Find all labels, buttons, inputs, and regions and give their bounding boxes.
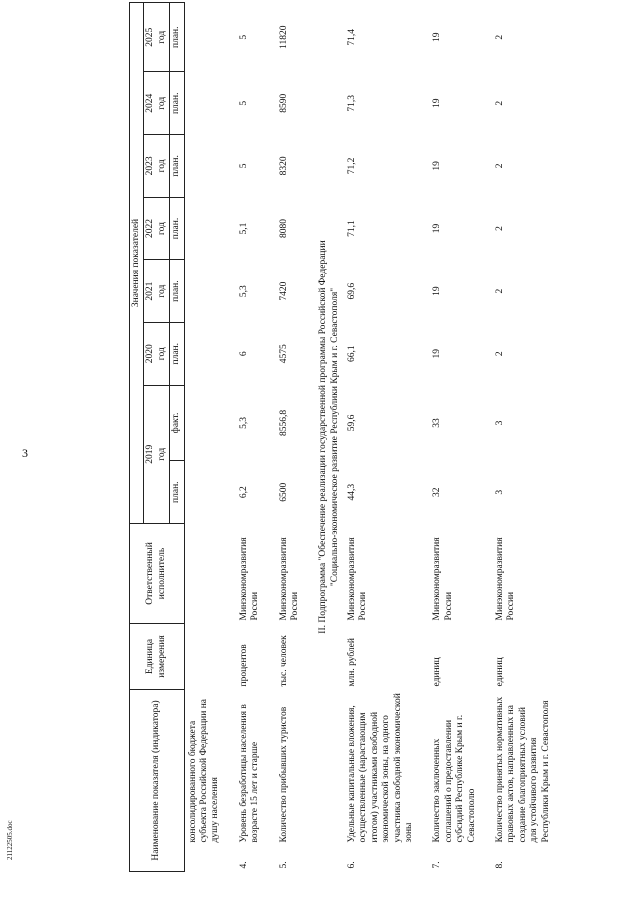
row-index: 5. bbox=[278, 861, 289, 869]
year-header-2022 bbox=[144, 197, 170, 260]
row-unit: процентов bbox=[238, 644, 249, 687]
year-number: 2020 bbox=[145, 344, 156, 364]
row-unit: тыс. человек bbox=[278, 635, 289, 687]
year-number: 2023 bbox=[145, 156, 156, 176]
row-value: 66,1 bbox=[347, 345, 358, 363]
row-executor: Минэкономразвития России bbox=[238, 537, 261, 621]
year-number: 2022 bbox=[145, 219, 156, 239]
subprogram-row bbox=[315, 3, 344, 872]
rotated-page bbox=[116, 0, 640, 890]
row-value: 4575 bbox=[278, 344, 289, 364]
row-unit: млн. рублей bbox=[347, 638, 358, 687]
col-header-values: Значения показателей bbox=[130, 3, 144, 524]
year-number: 2024 bbox=[145, 93, 156, 113]
year-label: год bbox=[156, 284, 167, 298]
row-value: 44,3 bbox=[347, 483, 358, 501]
empty-cell bbox=[184, 72, 236, 135]
row-value: 3 bbox=[494, 489, 505, 495]
indicator-row bbox=[429, 3, 492, 872]
empty-cell bbox=[184, 624, 236, 690]
row-value: 69,6 bbox=[347, 282, 358, 300]
row-value: 5,1 bbox=[238, 222, 249, 235]
year-header-2020 bbox=[144, 322, 170, 385]
empty-cell bbox=[184, 3, 236, 72]
indicator-row bbox=[236, 3, 276, 872]
row-value: 2 bbox=[494, 34, 505, 40]
row-executor: Минэкономразвития России bbox=[432, 537, 454, 621]
row-value: 8080 bbox=[278, 219, 289, 239]
row-executor: Минэкономразвития России bbox=[278, 537, 300, 621]
col-header-unit: Единица измерения bbox=[130, 624, 185, 690]
row-value: 19 bbox=[432, 98, 443, 109]
empty-cell bbox=[184, 135, 236, 198]
row-value: 71,3 bbox=[347, 94, 358, 112]
plan-header: план. bbox=[170, 322, 184, 385]
row-value: 32 bbox=[432, 487, 443, 497]
row-value: 5 bbox=[238, 34, 249, 40]
year-label: год bbox=[156, 30, 167, 44]
row-value: 2 bbox=[494, 351, 505, 357]
year-number: 2019 bbox=[145, 444, 156, 464]
row-value: 19 bbox=[432, 32, 443, 42]
plan-header: план. bbox=[170, 260, 184, 323]
year-number: 2021 bbox=[145, 281, 156, 301]
row-name: Количество принятых нормативных правовых актов, направленных на создание благоприятных условий для устойчивого развития Республики Крым и г. Севастополя bbox=[494, 696, 551, 843]
year-label: год bbox=[156, 347, 167, 361]
subprogram-line-2: "Социально-экономическое развитие Республики Крым и г. Севастополя" bbox=[329, 287, 340, 587]
year-header-2021 bbox=[144, 260, 170, 323]
year-label: год bbox=[156, 159, 167, 173]
row-value: 19 bbox=[432, 286, 443, 296]
row-value: 2 bbox=[494, 288, 505, 294]
row-index: 8. bbox=[494, 861, 505, 869]
row-value: 71,4 bbox=[347, 28, 358, 46]
plan-header: план. bbox=[170, 197, 184, 260]
page-number: 3 bbox=[22, 446, 28, 460]
plan-header: план. bbox=[170, 3, 184, 72]
row-value: 59,6 bbox=[347, 414, 358, 432]
indicators-table bbox=[129, 2, 566, 872]
year-header-2025 bbox=[144, 3, 170, 72]
year-label: год bbox=[156, 447, 167, 461]
row-value: 71,1 bbox=[347, 220, 358, 237]
row-value: 2 bbox=[494, 226, 505, 231]
row-value: 8320 bbox=[278, 156, 289, 176]
row-value: 6500 bbox=[278, 482, 289, 502]
row-unit: единиц bbox=[494, 657, 505, 687]
row-value: 19 bbox=[432, 223, 443, 234]
row-value: 3 bbox=[494, 420, 505, 426]
row-name: Удельные капитальные вложения, осуществленные (нарастающим итогом) участниками свободной экономической зоны, на одного участника свободной экономической зоны bbox=[347, 693, 415, 843]
row-value: 2 bbox=[494, 163, 505, 169]
row-index: 7. bbox=[432, 861, 443, 869]
empty-cell bbox=[184, 322, 236, 385]
row-value: 33 bbox=[432, 418, 443, 428]
plan-header: план. bbox=[170, 72, 184, 135]
plan-header: план. bbox=[170, 135, 184, 198]
fact-header: факт. bbox=[170, 385, 184, 461]
row-value: 19 bbox=[432, 161, 443, 171]
col-header-executor: Ответственный исполнитель bbox=[130, 524, 185, 624]
row-value: 5,3 bbox=[238, 417, 249, 429]
year-header-2019 bbox=[144, 385, 170, 523]
row-value: 6,2 bbox=[238, 486, 249, 499]
indicator-row bbox=[276, 3, 316, 872]
indicator-row bbox=[492, 3, 566, 872]
year-label: год bbox=[156, 96, 167, 110]
row-value: 8590 bbox=[278, 93, 289, 113]
year-header-2023 bbox=[144, 135, 170, 198]
row-value: 5,3 bbox=[238, 285, 249, 298]
col-header-name: Наименование показателя (индикатора) bbox=[130, 690, 185, 872]
empty-cell bbox=[184, 461, 236, 524]
row-index bbox=[184, 846, 236, 872]
row-name: Количество прибывших туристов bbox=[278, 706, 289, 843]
year-number: 2025 bbox=[145, 27, 156, 47]
row-value: 8556,8 bbox=[278, 409, 289, 437]
empty-cell bbox=[184, 197, 236, 260]
document-id: 21122505.doc bbox=[6, 820, 14, 860]
empty-cell bbox=[184, 260, 236, 323]
year-header-2024 bbox=[144, 72, 170, 135]
empty-cell bbox=[184, 524, 236, 624]
row-value: 11820 bbox=[278, 25, 289, 49]
row-name-continued: консолидированного бюджета субъекта Российской Федерации на душу населения bbox=[187, 698, 221, 843]
plan-header: план. bbox=[170, 461, 184, 524]
indicator-row bbox=[344, 3, 429, 872]
row-value: 5 bbox=[238, 163, 249, 169]
year-label: год bbox=[156, 222, 167, 235]
row-name: Уровень безработицы населения в возрасте 15 лет и старше bbox=[238, 704, 261, 843]
empty-cell bbox=[184, 385, 236, 461]
row-value: 6 bbox=[238, 351, 249, 357]
row-value: 71,2 bbox=[347, 157, 358, 175]
row-index: 4. bbox=[238, 861, 249, 869]
subprogram-title bbox=[315, 3, 344, 872]
row-name: Количество заключенных соглашений о предоставлении субсидий Республике Крым и г. Севастополю bbox=[432, 714, 477, 843]
subprogram-line-1: II. Подпрограмма "Обеспечение реализации государственной программы Российской Федерации bbox=[318, 240, 329, 634]
row-value: 7420 bbox=[278, 281, 289, 301]
row-value: 5 bbox=[238, 100, 249, 106]
row-value: 19 bbox=[432, 348, 443, 359]
row-executor: Минэкономразвития России bbox=[347, 537, 369, 621]
row-unit: единиц bbox=[432, 657, 443, 687]
row-index: 6. bbox=[347, 861, 358, 869]
continued-row bbox=[184, 3, 236, 872]
row-value: 2 bbox=[494, 100, 505, 106]
row-executor: Минэкономразвития России bbox=[494, 537, 517, 621]
